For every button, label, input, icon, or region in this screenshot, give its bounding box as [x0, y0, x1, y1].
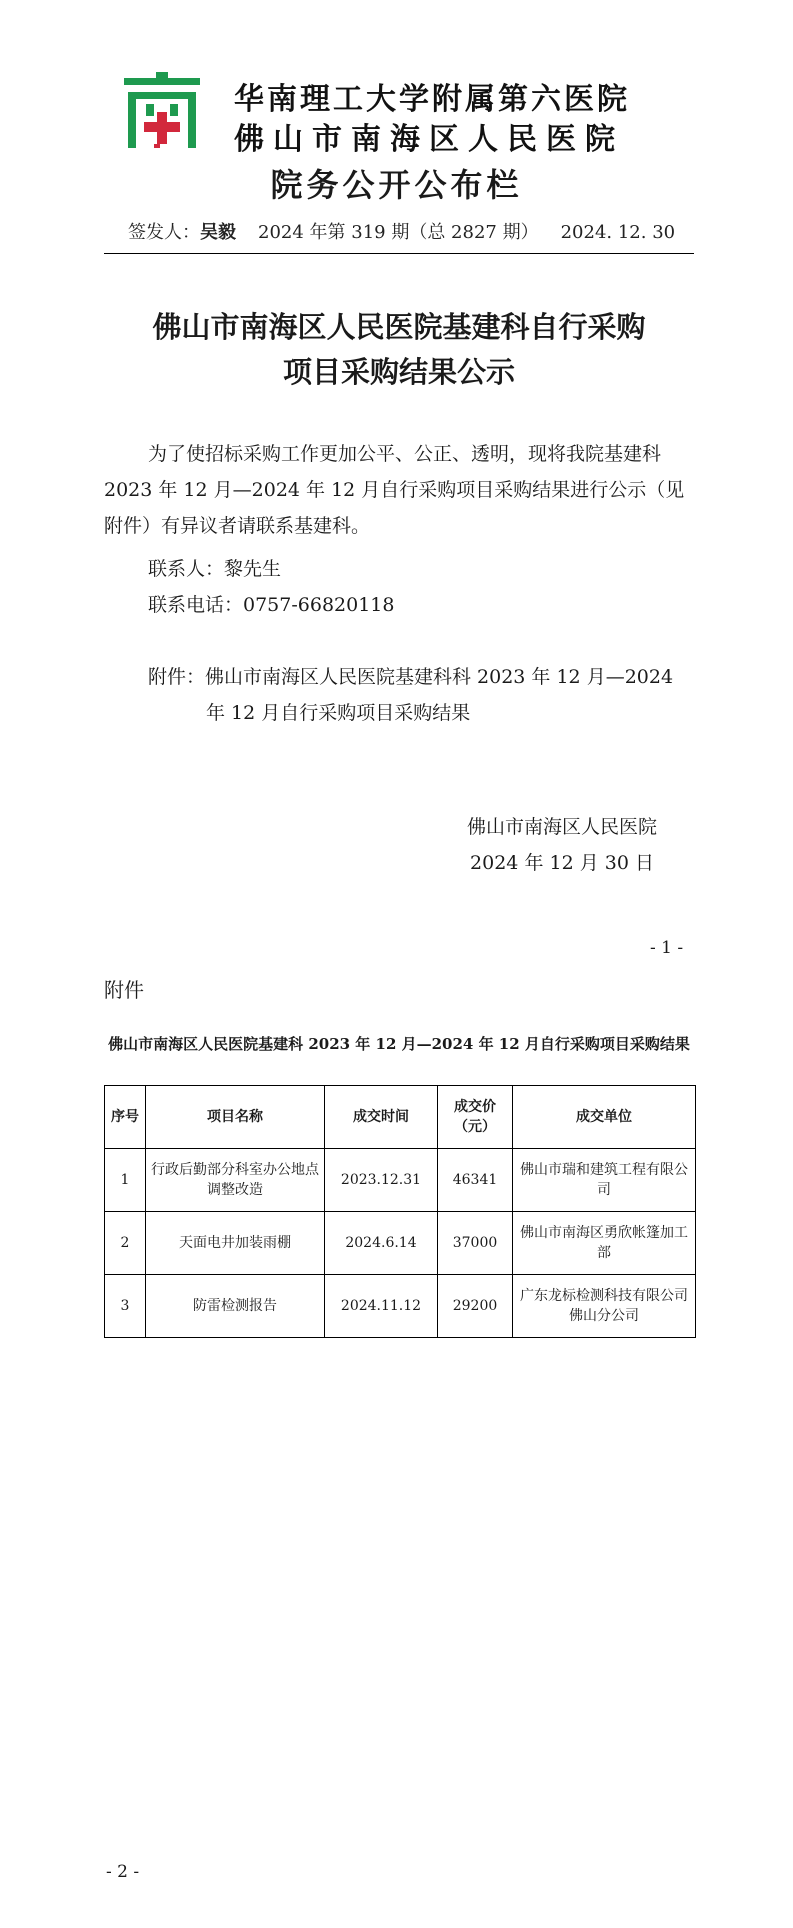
- results-table: [104, 1085, 696, 1338]
- attachment-line-1: 附件：佛山市南海区人民医院基建科科 2023 年 12 月—2024: [148, 666, 674, 688]
- cell-index: 3: [105, 1275, 146, 1338]
- contact-phone: 联系电话：0757-66820118: [148, 594, 395, 616]
- cell-vendor: 佛山市南海区勇欣帐篷加工部: [513, 1212, 696, 1275]
- table-header-row: [105, 1086, 696, 1149]
- cell-vendor: 广东龙标检测科技有限公司佛山分公司: [513, 1275, 696, 1338]
- cell-index: 2: [105, 1212, 146, 1275]
- cell-price: 37000: [438, 1212, 513, 1275]
- cell-project: 行政后勤部分科室办公地点调整改造: [146, 1149, 325, 1212]
- notice-paragraph: 为了使招标采购工作更加公平、公正、透明，现将我院基建科 2023 年 12 月—2024 年 12 月自行采购项目采购结果进行公示（见附件）有异议者请联系基建科。: [104, 443, 685, 537]
- header-divider: [104, 253, 694, 254]
- cell-price: 46341: [438, 1149, 513, 1212]
- signature-org: 佛山市南海区人民医院: [466, 816, 657, 838]
- notice-title-line-2: 项目采购结果公示: [282, 355, 515, 389]
- page-number-1: - 1 -: [650, 938, 684, 958]
- hospital-logo: [124, 72, 200, 148]
- cell-project: 天面电井加装雨棚: [146, 1212, 325, 1275]
- cell-date: 2023.12.31: [325, 1149, 438, 1212]
- issue-number: 2024 年第 319 期（总 2827 期）: [258, 222, 539, 243]
- hospital-name-2: 佛山市南海区人民医院: [234, 122, 624, 157]
- table-row: [105, 1212, 696, 1275]
- table-row: [105, 1275, 696, 1338]
- cell-vendor: 佛山市瑞和建筑工程有限公司: [513, 1149, 696, 1212]
- col-header-project: 项目名称: [146, 1086, 325, 1149]
- page-number-2: - 2 -: [106, 1862, 140, 1882]
- table-row: [105, 1149, 696, 1212]
- signature-date: 2024 年 12 月 30 日: [470, 852, 654, 874]
- issue-date: 2024. 12. 30: [560, 222, 676, 243]
- attachment-title: 佛山市南海区人民医院基建科 2023 年 12 月—2024 年 12 月自行采购项目采购结果: [108, 1035, 690, 1053]
- notice-title-line-1: 佛山市南海区人民医院基建科自行采购: [152, 310, 646, 344]
- col-header-date: 成交时间: [325, 1086, 438, 1149]
- cell-project: 防雷检测报告: [146, 1275, 325, 1338]
- signer-name: 吴毅: [200, 222, 236, 243]
- cell-price: 29200: [438, 1275, 513, 1338]
- cell-index: 1: [105, 1149, 146, 1212]
- signer-label: 签发人：: [128, 222, 200, 243]
- col-header-price: 成交价（元）: [438, 1086, 513, 1149]
- hospital-name-1: 华南理工大学附属第六医院: [234, 82, 630, 117]
- cell-date: 2024.6.14: [325, 1212, 438, 1275]
- issue-meta: [128, 218, 675, 244]
- attachment-label: 附件: [104, 978, 144, 1002]
- col-header-index: 序号: [105, 1086, 146, 1149]
- attachment-line-2: 年 12 月自行采购项目采购结果: [206, 702, 471, 724]
- board-title: 院务公开公布栏: [270, 166, 523, 204]
- cell-date: 2024.11.12: [325, 1275, 438, 1338]
- col-header-vendor: 成交单位: [513, 1086, 696, 1149]
- contact-person: 联系人：黎先生: [148, 558, 282, 580]
